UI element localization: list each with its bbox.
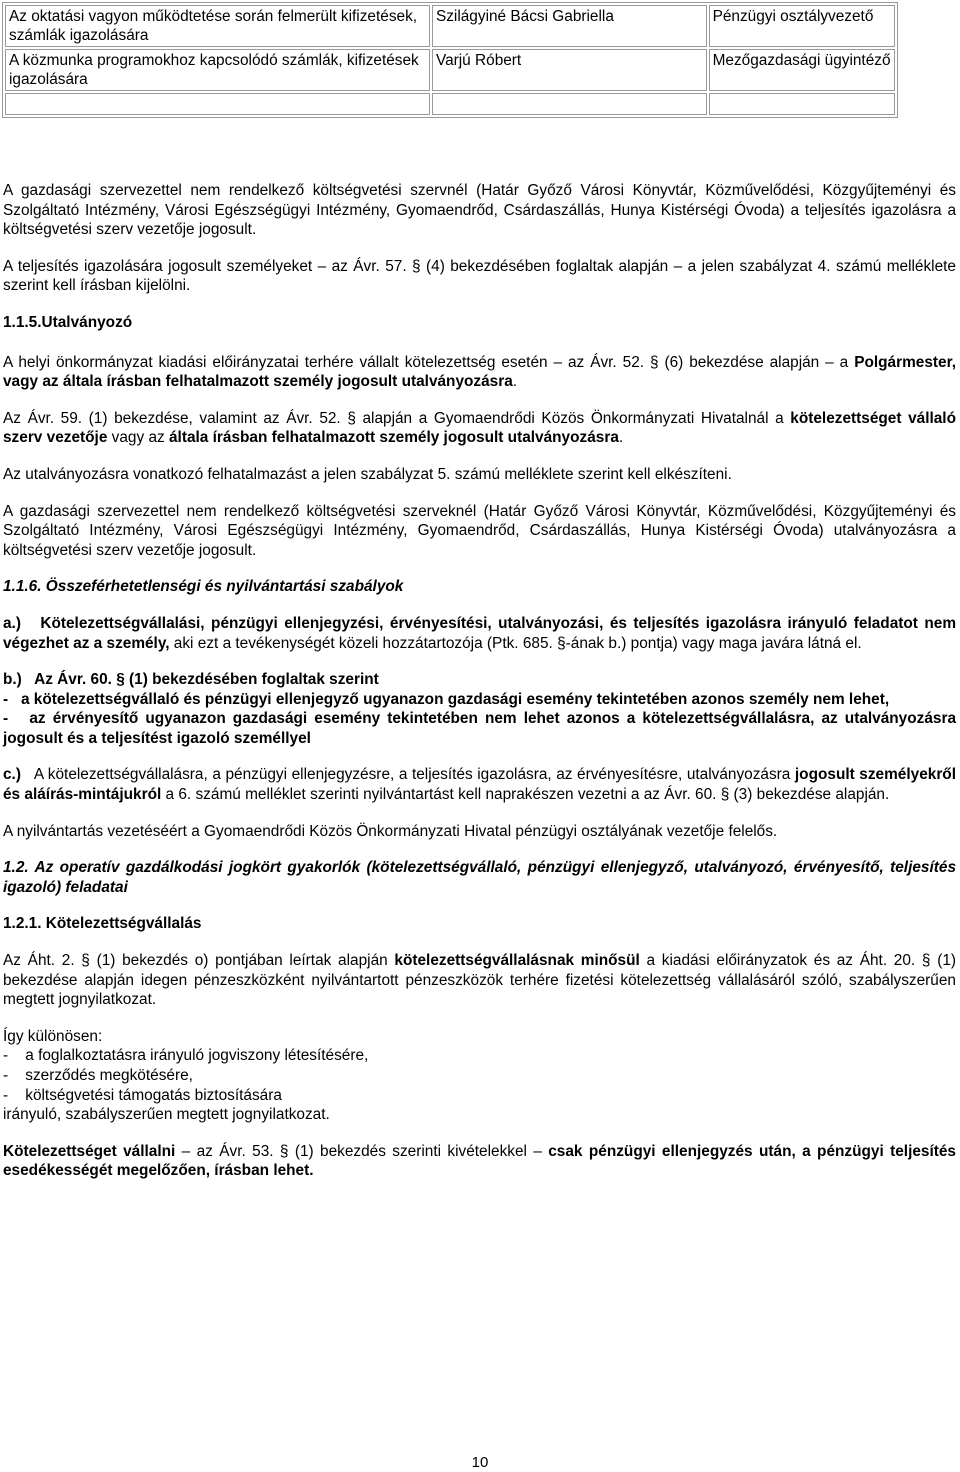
section-heading: 1.1.6. Összeférhetetlenségi és nyilvántartási szabályok bbox=[3, 578, 404, 596]
document-body bbox=[3, 181, 956, 1181]
table-cell-empty bbox=[5, 93, 430, 115]
list-item-b-2: - az érvényesítő ugyanazon gazdasági esemény tekintetében nem lehet azonos a kötelezettségvállalásra, az utalványozásra jogosult és a teljesítést igazoló személlyel bbox=[3, 710, 956, 747]
paragraph: Az utalványozásra vonatkozó felhatalmazást a jelen szabályzat 5. számú melléklete szerint kell elkészíteni. bbox=[3, 465, 732, 483]
paragraph: A teljesítés igazolására jogosult személyeket – az Ávr. 57. § (4) bekezdésében foglaltak alapján – a jelen szabályzat 4. számú melléklete szerint kell írásban kijelölni. bbox=[3, 257, 956, 295]
roles-table bbox=[2, 2, 898, 118]
table-cell-task: A közmunka programokhoz kapcsolódó számlák, kifizetések igazolására bbox=[5, 49, 430, 91]
paragraph: A helyi önkormányzat kiadási előirányzatai terhére vállalt kötelezettség esetén – az Ávr. 52. § (6) bekezdése alapján – a Polgármester, vagy az általa írásban felhatalmazott személy jogosult utalványozásra. bbox=[3, 353, 956, 391]
paragraph: Az Áht. 2. § (1) bekezdés o) pontjában leírtak alapján kötelezettségvállalásnak minősül a kiadási előirányzatok és az Áht. 20. § (1) bekezdése alapján idegen pénzeszközként nyilvántartott pénzeszközök terhére fizetési kötelezettség vállalásáról szóló, szabályszerűen megtett jognyilatkozat. bbox=[3, 952, 956, 1009]
table-row bbox=[5, 5, 895, 47]
paragraph: Az Ávr. 59. (1) bekezdése, valamint az Ávr. 52. § alapján a Gyomaendrődi Közös Önkormányzati Hivatalnál a kötelezettséget vállaló szerv vezetője vagy az általa írásban felhatalmazott személy jogosult utalványozásra. bbox=[3, 409, 956, 447]
table-cell-name: Varjú Róbert bbox=[432, 49, 707, 91]
paragraph: A nyilvántartás vezetéséért a Gyomaendrődi Közös Önkormányzati Hivatal pénzügyi osztályának vezetője felelős. bbox=[3, 822, 778, 840]
paragraph: irányuló, szabályszerűen megtett jognyilatkozat. bbox=[3, 1106, 330, 1124]
list-item: - költségvetési támogatás biztosítására bbox=[3, 1086, 282, 1104]
paragraph: Kötelezettséget vállalni – az Ávr. 53. § (1) bekezdés szerinti kivételekkel – csak pénzügyi ellenjegyzés után, a pénzügyi teljesítés esedékességét megelőzően, írásban lehet. bbox=[3, 1142, 956, 1180]
list-item: - a foglalkoztatásra irányuló jogviszony létesítésére, bbox=[3, 1047, 369, 1065]
paragraph: Így különösen: bbox=[3, 1027, 103, 1045]
list-item-b-1: - a kötelezettségvállaló és pénzügyi ellenjegyző ugyanazon gazdasági esemény tekintetében azonos személy nem lehet, bbox=[3, 690, 890, 708]
section-heading: 1.1.5.Utalványozó bbox=[3, 313, 133, 331]
section-heading: 1.2. Az operatív gazdálkodási jogkört gyakorlók (kötelezettségvállaló, pénzügyi ellenjegyző, utalványozó, érvényesítő, teljesítés igazoló) feladatai bbox=[3, 859, 956, 896]
list-item-c: c.) A kötelezettségvállalásra, a pénzügyi ellenjegyzésre, a teljesítés igazolásra, az érvényesítésre, utalványozásra jogosult személyekről és aláírás-mintájukról a 6. számú melléklet szerinti nyilvántartást kell naprakészen vezetni a az Ávr. 60. § (3) bekezdése alapján. bbox=[3, 766, 956, 804]
paragraph: A gazdasági szervezettel nem rendelkező költségvetési szervnél (Határ Győző Városi Könyvtár, Közművelődési, Közgyűjteményi és Szolgáltató Intézmény, Városi Egészségügyi Intézmény, Gyomaendrőd, Csárdaszállás, Hunya Kistérségi Óvoda) a teljesítés igazolásra a költségvetési szerv vezetője jogosult. bbox=[3, 182, 956, 239]
table-cell-position: Pénzügyi osztályvezető bbox=[709, 5, 895, 47]
list-item-a: a.) Kötelezettségvállalási, pénzügyi ellenjegyzési, érvényesítési, utalványozási, és teljesítés igazolásra irányuló feladatot nem végezhet az a személy, aki ezt a tevékenységét közeli hozzátartozója (Ptk. 685. §-ának b.) pontja) vagy maga javára látná el. bbox=[3, 614, 957, 652]
section-heading: 1.2.1. Kötelezettségvállalás bbox=[3, 915, 202, 933]
table-row-empty bbox=[5, 93, 895, 115]
list-item-b: b.) Az Ávr. 60. § (1) bekezdésében foglaltak szerint bbox=[3, 671, 379, 689]
table-cell-empty bbox=[709, 93, 895, 115]
paragraph: A gazdasági szervezettel nem rendelkező költségvetési szerveknél (Határ Győző Városi Könyvtár, Közművelődési, Közgyűjteményi és Szolgáltató Intézmény, Városi Egészségügyi Intézmény, Gyomaendrőd, Csárdaszállás, Hunya Kistérségi Óvoda) utalványozásra a költségvetési szerv vezetője jogosult. bbox=[3, 502, 956, 559]
table-cell-name: Szilágyiné Bácsi Gabriella bbox=[432, 5, 707, 47]
document-page bbox=[2, 2, 960, 118]
table-row bbox=[5, 49, 895, 91]
page-number: 10 bbox=[471, 1454, 489, 1471]
table-cell-task: Az oktatási vagyon működtetése során felmerült kifizetések, számlák igazolására bbox=[5, 5, 430, 47]
table-cell-position: Mezőgazdasági ügyintéző bbox=[709, 49, 895, 91]
list-item: - szerződés megkötésére, bbox=[3, 1067, 193, 1084]
table-cell-empty bbox=[432, 93, 707, 115]
